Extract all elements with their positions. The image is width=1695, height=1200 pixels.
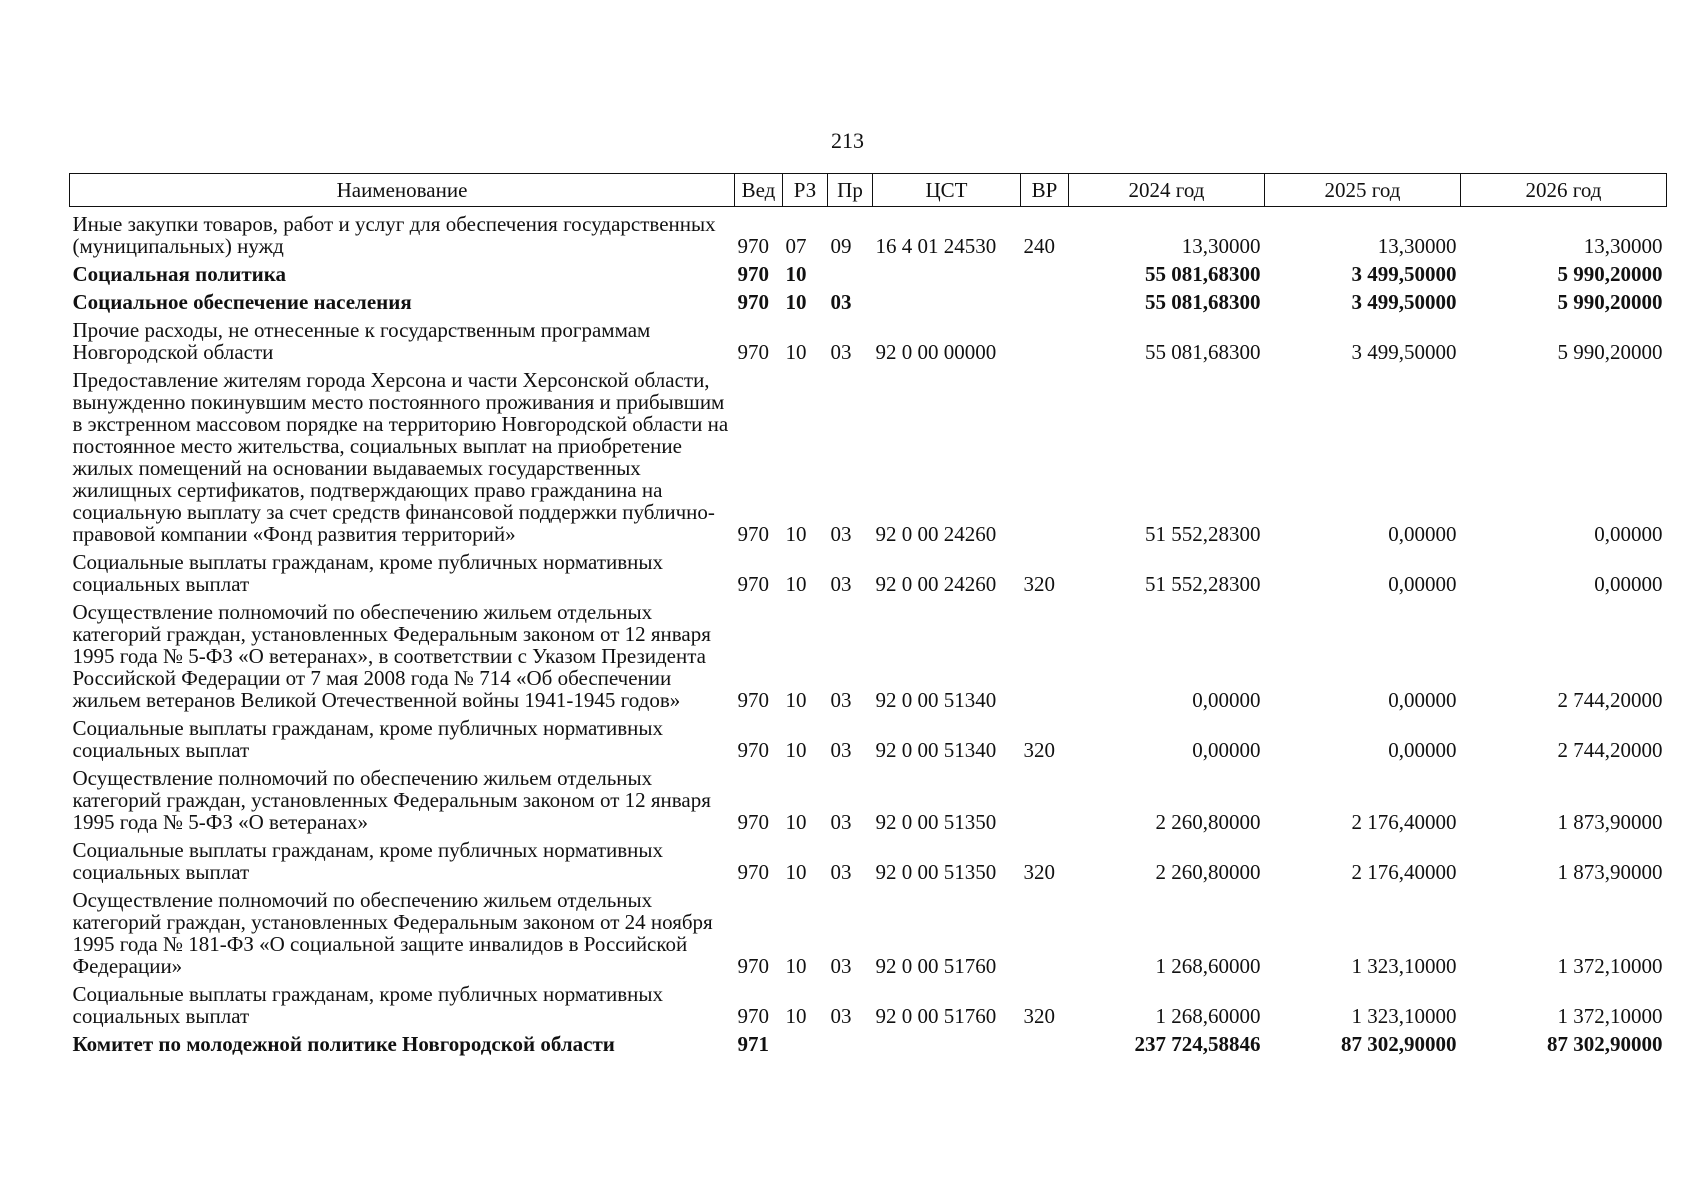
row-rz: [783, 1032, 828, 1060]
row-rz: 10: [785, 262, 807, 286]
row-pr: 03: [830, 860, 852, 884]
row-value-2026: 2 744,20000: [1557, 738, 1663, 762]
row-rz: 10: [785, 340, 807, 364]
row-name: Прочие расходы, не отнесенные к государственным программам Новгородской области: [72, 318, 651, 364]
row-pr: 03: [830, 688, 852, 712]
table-row: [70, 318, 1667, 368]
header-ved: Вед: [735, 174, 783, 207]
row-cst: 92 0 00 51340: [875, 688, 997, 712]
row-vr: [1021, 290, 1069, 318]
row-cst: [873, 1032, 1021, 1060]
header-2026: 2026 год: [1461, 174, 1667, 207]
row-value-2024: 55 081,68300: [1145, 340, 1261, 364]
row-ved: 970: [737, 738, 769, 762]
row-rz: 10: [785, 1004, 807, 1028]
table-row: [70, 290, 1667, 318]
header-vr: ВР: [1021, 174, 1069, 207]
row-value-2026: 5 990,20000: [1557, 290, 1663, 314]
row-name: Осуществление полномочий по обеспечению жильем отдельных категорий граждан, установленных Федеральным законом от 12 января 1995 года № 5-ФЗ «О ветеранах», в соответствии с Указом Президента Российской Федерации от 7 мая 2008 года № 714 «Об обеспечении жильем ветеранов Великой Отечественной войны 1941-1945 годов»: [72, 600, 711, 712]
table-row: [70, 888, 1667, 982]
row-rz: 10: [785, 290, 807, 314]
row-vr: [1021, 1032, 1069, 1060]
table-header: [70, 174, 1667, 207]
row-value-2025: 1 323,10000: [1351, 954, 1457, 978]
row-value-2026: 0,00000: [1594, 522, 1663, 546]
row-name: Социальные выплаты гражданам, кроме публичных нормативных социальных выплат: [72, 982, 664, 1028]
row-rz: 10: [785, 522, 807, 546]
row-value-2025: 3 499,50000: [1351, 262, 1457, 286]
table-row: [70, 368, 1667, 550]
header-2025: 2025 год: [1265, 174, 1461, 207]
row-value-2026: 5 990,20000: [1557, 262, 1663, 286]
row-value-2025: 87 302,90000: [1341, 1032, 1457, 1056]
row-ved: 970: [737, 860, 769, 884]
table-row: [70, 207, 1667, 263]
row-rz: 10: [785, 572, 807, 596]
header-pr: Пр: [828, 174, 873, 207]
row-value-2025: 13,30000: [1377, 234, 1457, 258]
row-pr: 09: [830, 234, 852, 258]
row-cst: 16 4 01 24530: [875, 234, 997, 258]
header-rz: РЗ: [783, 174, 828, 207]
table-row: [70, 1032, 1667, 1060]
table-row: [70, 550, 1667, 600]
row-vr: [1021, 262, 1069, 290]
row-cst: [873, 290, 1021, 318]
row-rz: 10: [785, 810, 807, 834]
row-name: Осуществление полномочий по обеспечению жильем отдельных категорий граждан, установленных Федеральным законом от 24 ноября 1995 года № 181-ФЗ «О социальной защите инвалидов в Российской Федерации»: [72, 888, 713, 978]
budget-table: [69, 173, 1667, 1060]
row-value-2025: 3 499,50000: [1351, 340, 1457, 364]
row-value-2024: 51 552,28300: [1145, 572, 1261, 596]
row-rz: 10: [785, 954, 807, 978]
row-value-2026: 1 372,10000: [1557, 954, 1663, 978]
row-ved: 970: [737, 522, 769, 546]
row-rz: 07: [785, 234, 807, 258]
row-cst: 92 0 00 51340: [875, 738, 997, 762]
row-value-2025: 0,00000: [1388, 738, 1457, 762]
row-value-2026: 1 873,90000: [1557, 860, 1663, 884]
row-value-2024: 2 260,80000: [1155, 860, 1261, 884]
row-ved: 970: [737, 810, 769, 834]
row-ved: 970: [737, 954, 769, 978]
header-name: Наименование: [70, 174, 735, 207]
row-value-2024: 13,30000: [1181, 234, 1261, 258]
row-pr: 03: [830, 954, 852, 978]
row-name: Иные закупки товаров, работ и услуг для обеспечения государственных (муниципальных) нужд: [72, 212, 716, 258]
row-value-2024: 2 260,80000: [1155, 810, 1261, 834]
row-ved: 970: [737, 688, 769, 712]
row-pr: [828, 1032, 873, 1060]
row-rz: 10: [785, 738, 807, 762]
table-row: [70, 838, 1667, 888]
row-value-2025: 0,00000: [1388, 688, 1457, 712]
row-vr: 320: [1023, 738, 1055, 762]
row-value-2026: 1 873,90000: [1557, 810, 1663, 834]
row-value-2025: 3 499,50000: [1351, 290, 1457, 314]
row-vr: [1021, 766, 1069, 838]
row-ved: 970: [737, 1004, 769, 1028]
row-rz: 10: [785, 860, 807, 884]
header-2024: 2024 год: [1069, 174, 1265, 207]
row-ved: 971: [737, 1032, 769, 1056]
row-vr: 240: [1023, 234, 1055, 258]
row-pr: 03: [830, 522, 852, 546]
row-vr: 320: [1023, 572, 1055, 596]
row-value-2024: 0,00000: [1192, 688, 1261, 712]
row-vr: 320: [1023, 1004, 1055, 1028]
table-row: [70, 716, 1667, 766]
row-value-2024: 55 081,68300: [1145, 290, 1261, 314]
row-ved: 970: [737, 234, 769, 258]
row-cst: 92 0 00 51760: [875, 1004, 997, 1028]
row-vr: [1021, 368, 1069, 550]
row-cst: 92 0 00 24260: [875, 522, 997, 546]
row-ved: 970: [737, 262, 769, 286]
row-value-2025: 0,00000: [1388, 522, 1457, 546]
row-name: Социальная политика: [72, 262, 287, 286]
row-value-2024: 0,00000: [1192, 738, 1261, 762]
row-vr: [1021, 600, 1069, 716]
row-value-2026: 5 990,20000: [1557, 340, 1663, 364]
page-number: 213: [831, 128, 864, 153]
row-vr: 320: [1023, 860, 1055, 884]
table-body: [70, 207, 1667, 1061]
row-value-2025: 0,00000: [1388, 572, 1457, 596]
row-name: Социальное обеспечение населения: [72, 290, 412, 314]
row-value-2025: 2 176,40000: [1351, 810, 1457, 834]
row-cst: 92 0 00 51350: [875, 860, 997, 884]
row-value-2026: 0,00000: [1594, 572, 1663, 596]
row-value-2024: 51 552,28300: [1145, 522, 1261, 546]
row-name: Комитет по молодежной политике Новгородской области: [72, 1032, 615, 1056]
row-value-2025: 1 323,10000: [1351, 1004, 1457, 1028]
row-value-2026: 87 302,90000: [1547, 1032, 1663, 1056]
row-pr: 03: [830, 290, 852, 314]
row-pr: 03: [830, 1004, 852, 1028]
row-cst: 92 0 00 51350: [875, 810, 997, 834]
row-cst: 92 0 00 51760: [875, 954, 997, 978]
row-name: Социальные выплаты гражданам, кроме публичных нормативных социальных выплат: [72, 716, 664, 762]
row-ved: 970: [737, 290, 769, 314]
row-vr: [1021, 888, 1069, 982]
table-row: [70, 982, 1667, 1032]
row-value-2025: 2 176,40000: [1351, 860, 1457, 884]
row-vr: [1021, 318, 1069, 368]
row-cst: 92 0 00 00000: [875, 340, 997, 364]
row-pr: 03: [830, 738, 852, 762]
row-rz: 10: [785, 688, 807, 712]
row-pr: 03: [830, 572, 852, 596]
table-row: [70, 600, 1667, 716]
row-name: Осуществление полномочий по обеспечению жильем отдельных категорий граждан, установленных Федеральным законом от 12 января 1995 года № 5-ФЗ «О ветеранах»: [72, 766, 711, 834]
row-value-2026: 2 744,20000: [1557, 688, 1663, 712]
row-pr: [828, 262, 873, 290]
row-name: Социальные выплаты гражданам, кроме публичных нормативных социальных выплат: [72, 838, 664, 884]
row-ved: 970: [737, 340, 769, 364]
row-pr: 03: [830, 810, 852, 834]
row-value-2026: 1 372,10000: [1557, 1004, 1663, 1028]
table-row: [70, 766, 1667, 838]
row-ved: 970: [737, 572, 769, 596]
row-pr: 03: [830, 340, 852, 364]
header-cst: ЦСТ: [873, 174, 1021, 207]
row-cst: [873, 262, 1021, 290]
row-name: Социальные выплаты гражданам, кроме публичных нормативных социальных выплат: [72, 550, 664, 596]
row-value-2024: 237 724,58846: [1134, 1032, 1261, 1056]
row-value-2024: 1 268,60000: [1155, 954, 1261, 978]
row-value-2026: 13,30000: [1583, 234, 1663, 258]
table-row: [70, 262, 1667, 290]
row-value-2024: 55 081,68300: [1145, 262, 1261, 286]
row-cst: 92 0 00 24260: [875, 572, 997, 596]
row-value-2024: 1 268,60000: [1155, 1004, 1261, 1028]
row-name: Предоставление жителям города Херсона и части Херсонской области, вынужденно покинувшим место постоянного проживания и прибывшим в экстренном массовом порядке на территорию Новгородской области на постоянное место жительства, социальных выплат на приобретение жилых помещений на основании выдаваемых государственных жилищных сертификатов, подтверждающих право гражданина на социальную выплату за счет средств финансовой поддержки публично-правовой компании «Фонд развития территорий»: [72, 368, 729, 546]
